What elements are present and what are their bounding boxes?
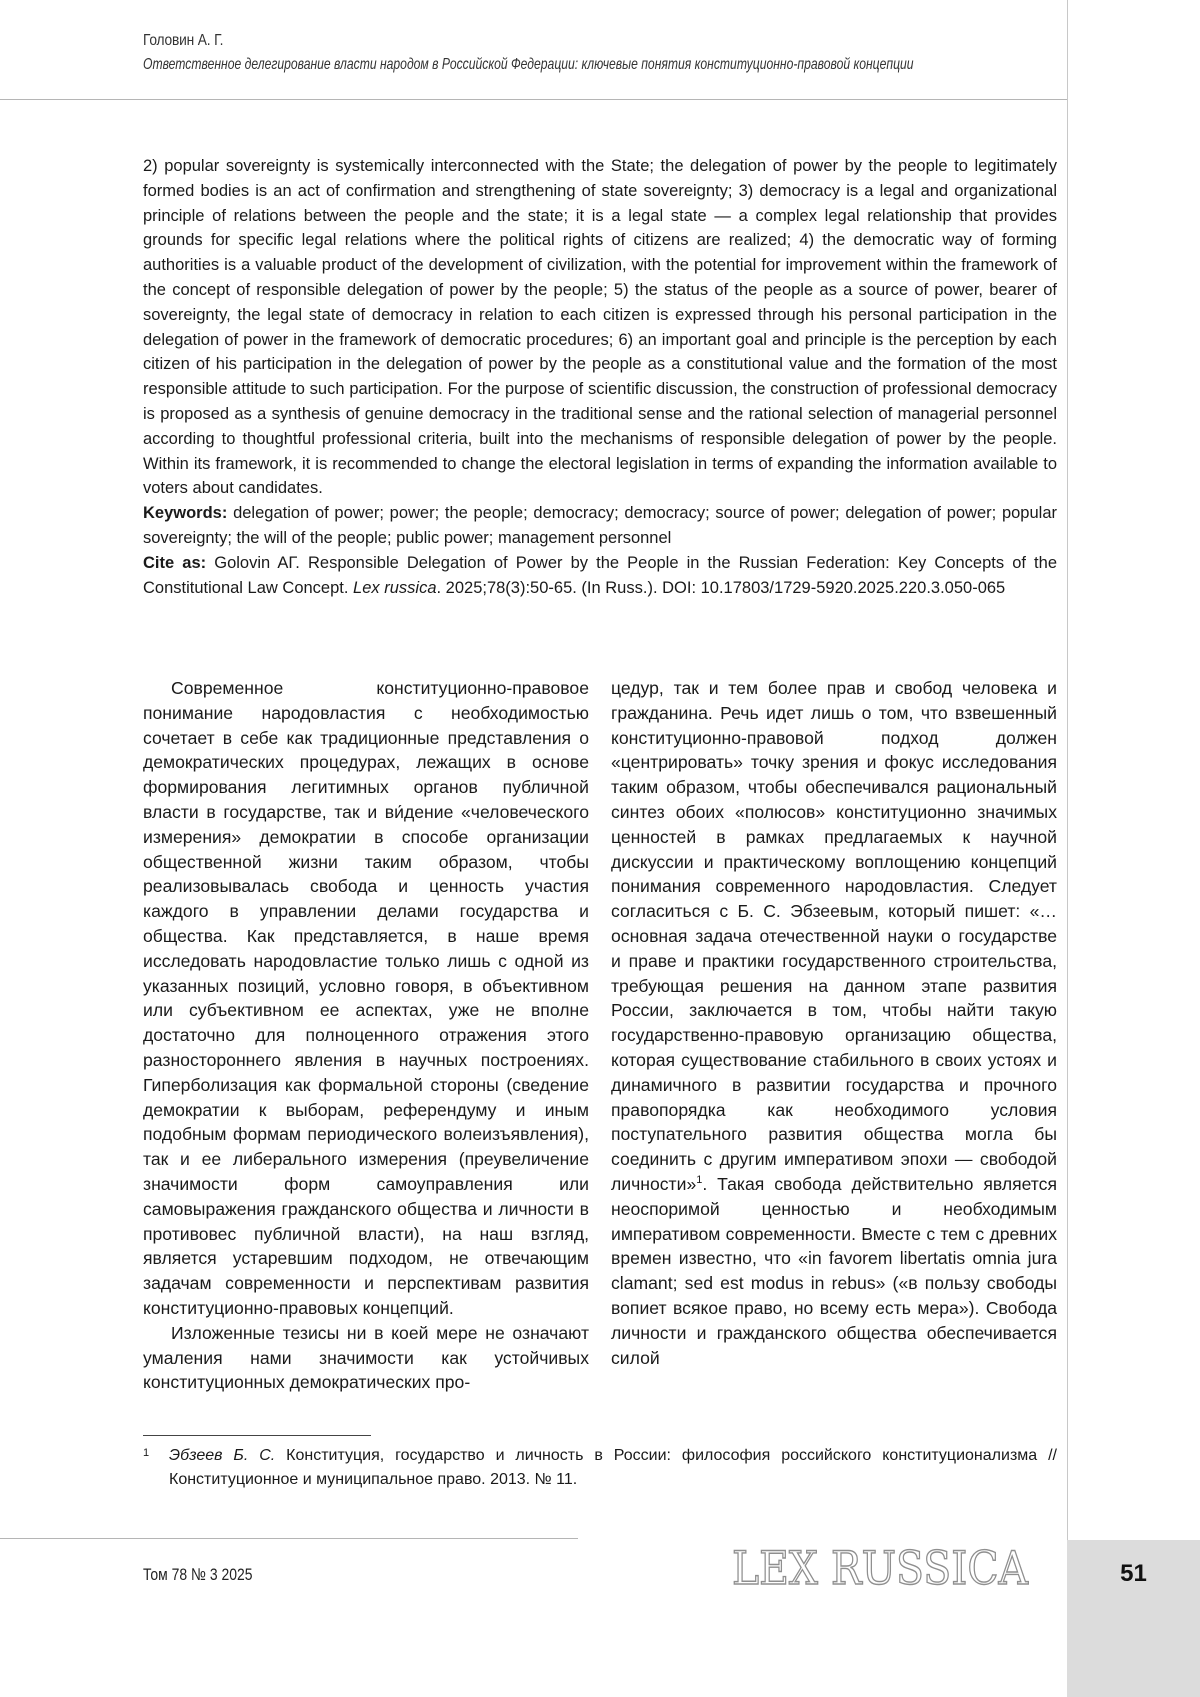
cite-text: Golovin AГ. Responsible Delegation of Power by the People in the Russian Federation: Key Concepts of the Constitutional Law Concept.: [143, 553, 1057, 597]
journal-issue: Том 78 № 3 2025: [143, 1565, 253, 1584]
footnote-marker: 1: [143, 1447, 150, 1459]
right-paragraph-continuation: . Такая свобода действительно является неоспоримой ценностью и необходимым императивом современности. Вместе с тем с древних времен известно, что «in favorem libertatis omnia jura clamant; sed est modus in rebus» («в пользу свободы вопиет всякое право, но всему есть мера»). Свобода личности и гражданского общества обеспечивается силой: [611, 1173, 1057, 1368]
keywords-text: delegation of power; power; the people; democracy; democracy; source of power; delegation of power; popular sovereignty; the will of the people; public power; management personnel: [143, 504, 1057, 547]
cite-journal: Lex russica: [353, 578, 437, 597]
right-column: [611, 676, 1057, 1395]
footnote-divider: [143, 1435, 371, 1436]
page-number: 51: [1120, 1560, 1147, 1587]
cite-label: Cite as:: [143, 553, 207, 572]
footnote-text: Конституция, государство и личность в России: философия российского конституционализма // Конституционное и муниципальное право. 2013. № 11.: [169, 1447, 1057, 1488]
left-paragraph-1: Современное конституционно-правовое понимание народовластия с необходимостью сочетает в себе как традиционные представления о демократических процедурах, лежащих в основе формирования легитимных органов публичной власти в государстве, так и ви́дение «человеческого измерения» демократии в способе организации общественной жизни таким образом, чтобы реализовывалась свобода и ценность участия каждого в управлении делами государства и общества. Как представляется, в наше время исследовать народовластие только лишь с одной из указанных позиций, условно говоря, в объективном или субъективном ее аспектах, уже не вполне достаточно для полноценного отражения этого разностороннего явления в научных построениях. Гиперболизация как формальной стороны (сведение демократии к выборам, референдуму и иным подобным формам периодического волеизъявления), так и ее либерального измерения (преувеличение значимости форм самоуправления или самовыражения гражданского общества и личности в противовес публичной власти), на наш взгляд, является устаревшим подходом, не отвечающим задачам современности и перспективам развития конституционно-правовых концепций.: [143, 678, 589, 1318]
right-margin-panel: [1067, 0, 1200, 1697]
footer-divider: [0, 1538, 578, 1539]
right-paragraph-text: цедур, так и тем более прав и свобод человека и гражданина. Речь идет лишь о том, что взвешенный конституционно-правовой подход должен «центрировать» точку зрения и фокус исследования таким образом, чтобы обеспечивался рациональный синтез обоих «полюсов» конституционно значимых ценностей в рамках предлагаемых к научной дискуссии и практическому воплощению концепций понимания современного народовластия. Следует согласиться с Б. С. Эбзеевым, который пишет: «…основная задача отечественной науки о государстве и праве и практики государственного строительства, требующая решения на данном этапе развития России, заключается в том, чтобы найти такую государственно-правовую организацию общества, которая существование стабильного в своих устоях и динамичного в развитии государства и прочного правопорядка как необходимого условия поступательного развития общества могла бы соединить с другим императивом эпохи — свободой личности»: [611, 678, 1057, 1194]
body-columns: [143, 676, 1057, 1395]
left-paragraph-2: Изложенные тезисы ни в коей мере не означают умаления нами значимости как устойчивых конституционных демократических про-: [143, 1322, 589, 1393]
lex-russica-logo: [728, 1538, 1034, 1594]
logo-text: LEX RUSSICA: [732, 1541, 1029, 1594]
header-author: Головин А. Г.: [143, 32, 224, 49]
header-divider: [0, 99, 1067, 100]
cite-line: [143, 551, 1057, 601]
footnote-author: Эбзеев Б. С.: [169, 1447, 276, 1464]
cite-details: . 2025;78(3):50-65. (In Russ.). DOI: 10.17803/1729-5920.2025.220.3.050-065: [436, 578, 1006, 597]
header-title: Ответственное делегирование власти народом в Российской Федерации: ключевые понятия конституционно-правовой концепции: [143, 56, 914, 73]
footnote-reference[interactable]: 1: [696, 1174, 703, 1187]
left-column: [143, 676, 589, 1395]
english-abstract: [143, 154, 1057, 600]
keywords-label: Keywords:: [143, 504, 228, 523]
running-header: [143, 32, 1053, 74]
footnote: [143, 1444, 1057, 1492]
right-paragraph-1: [611, 676, 1057, 1370]
keywords-line: [143, 501, 1057, 551]
abstract-body: 2) popular sovereignty is systemically interconnected with the State; the delegation of power by the people to legitimately formed bodies is an act of confirmation and strengthening of state sovereignty; 3) democracy is a legal and organizational principle of relations between the people and the state; it is a legal state — a complex legal relationship that provides grounds for specific legal relations where the political rights of citizens are realized; 4) the democratic way of forming authorities is a valuable product of the development of civilization, with the potential for improvement within the framework of the concept of responsible delegation of power by the people; 5) the status of the people as a source of power, bearer of sovereignty, the legal state of democracy in relation to each citizen is expressed through his personal participation in the delegation of power in the framework of democratic procedures; 6) an important goal and principle is the perception by each citizen of his participation in the delegation of power by the people as a constitutional value and the formation of the most responsible attitude to such participation. For the purpose of scientific discussion, the construction of professional democracy is proposed as a synthesis of genuine democracy in the traditional sense and the rational selection of managerial personnel according to thoughtful professional criteria, built into the mechanisms of responsible delegation of power by the people. Within its framework, it is recommended to change the electoral legislation in terms of expanding the information available to voters about candidates.: [143, 157, 1057, 498]
